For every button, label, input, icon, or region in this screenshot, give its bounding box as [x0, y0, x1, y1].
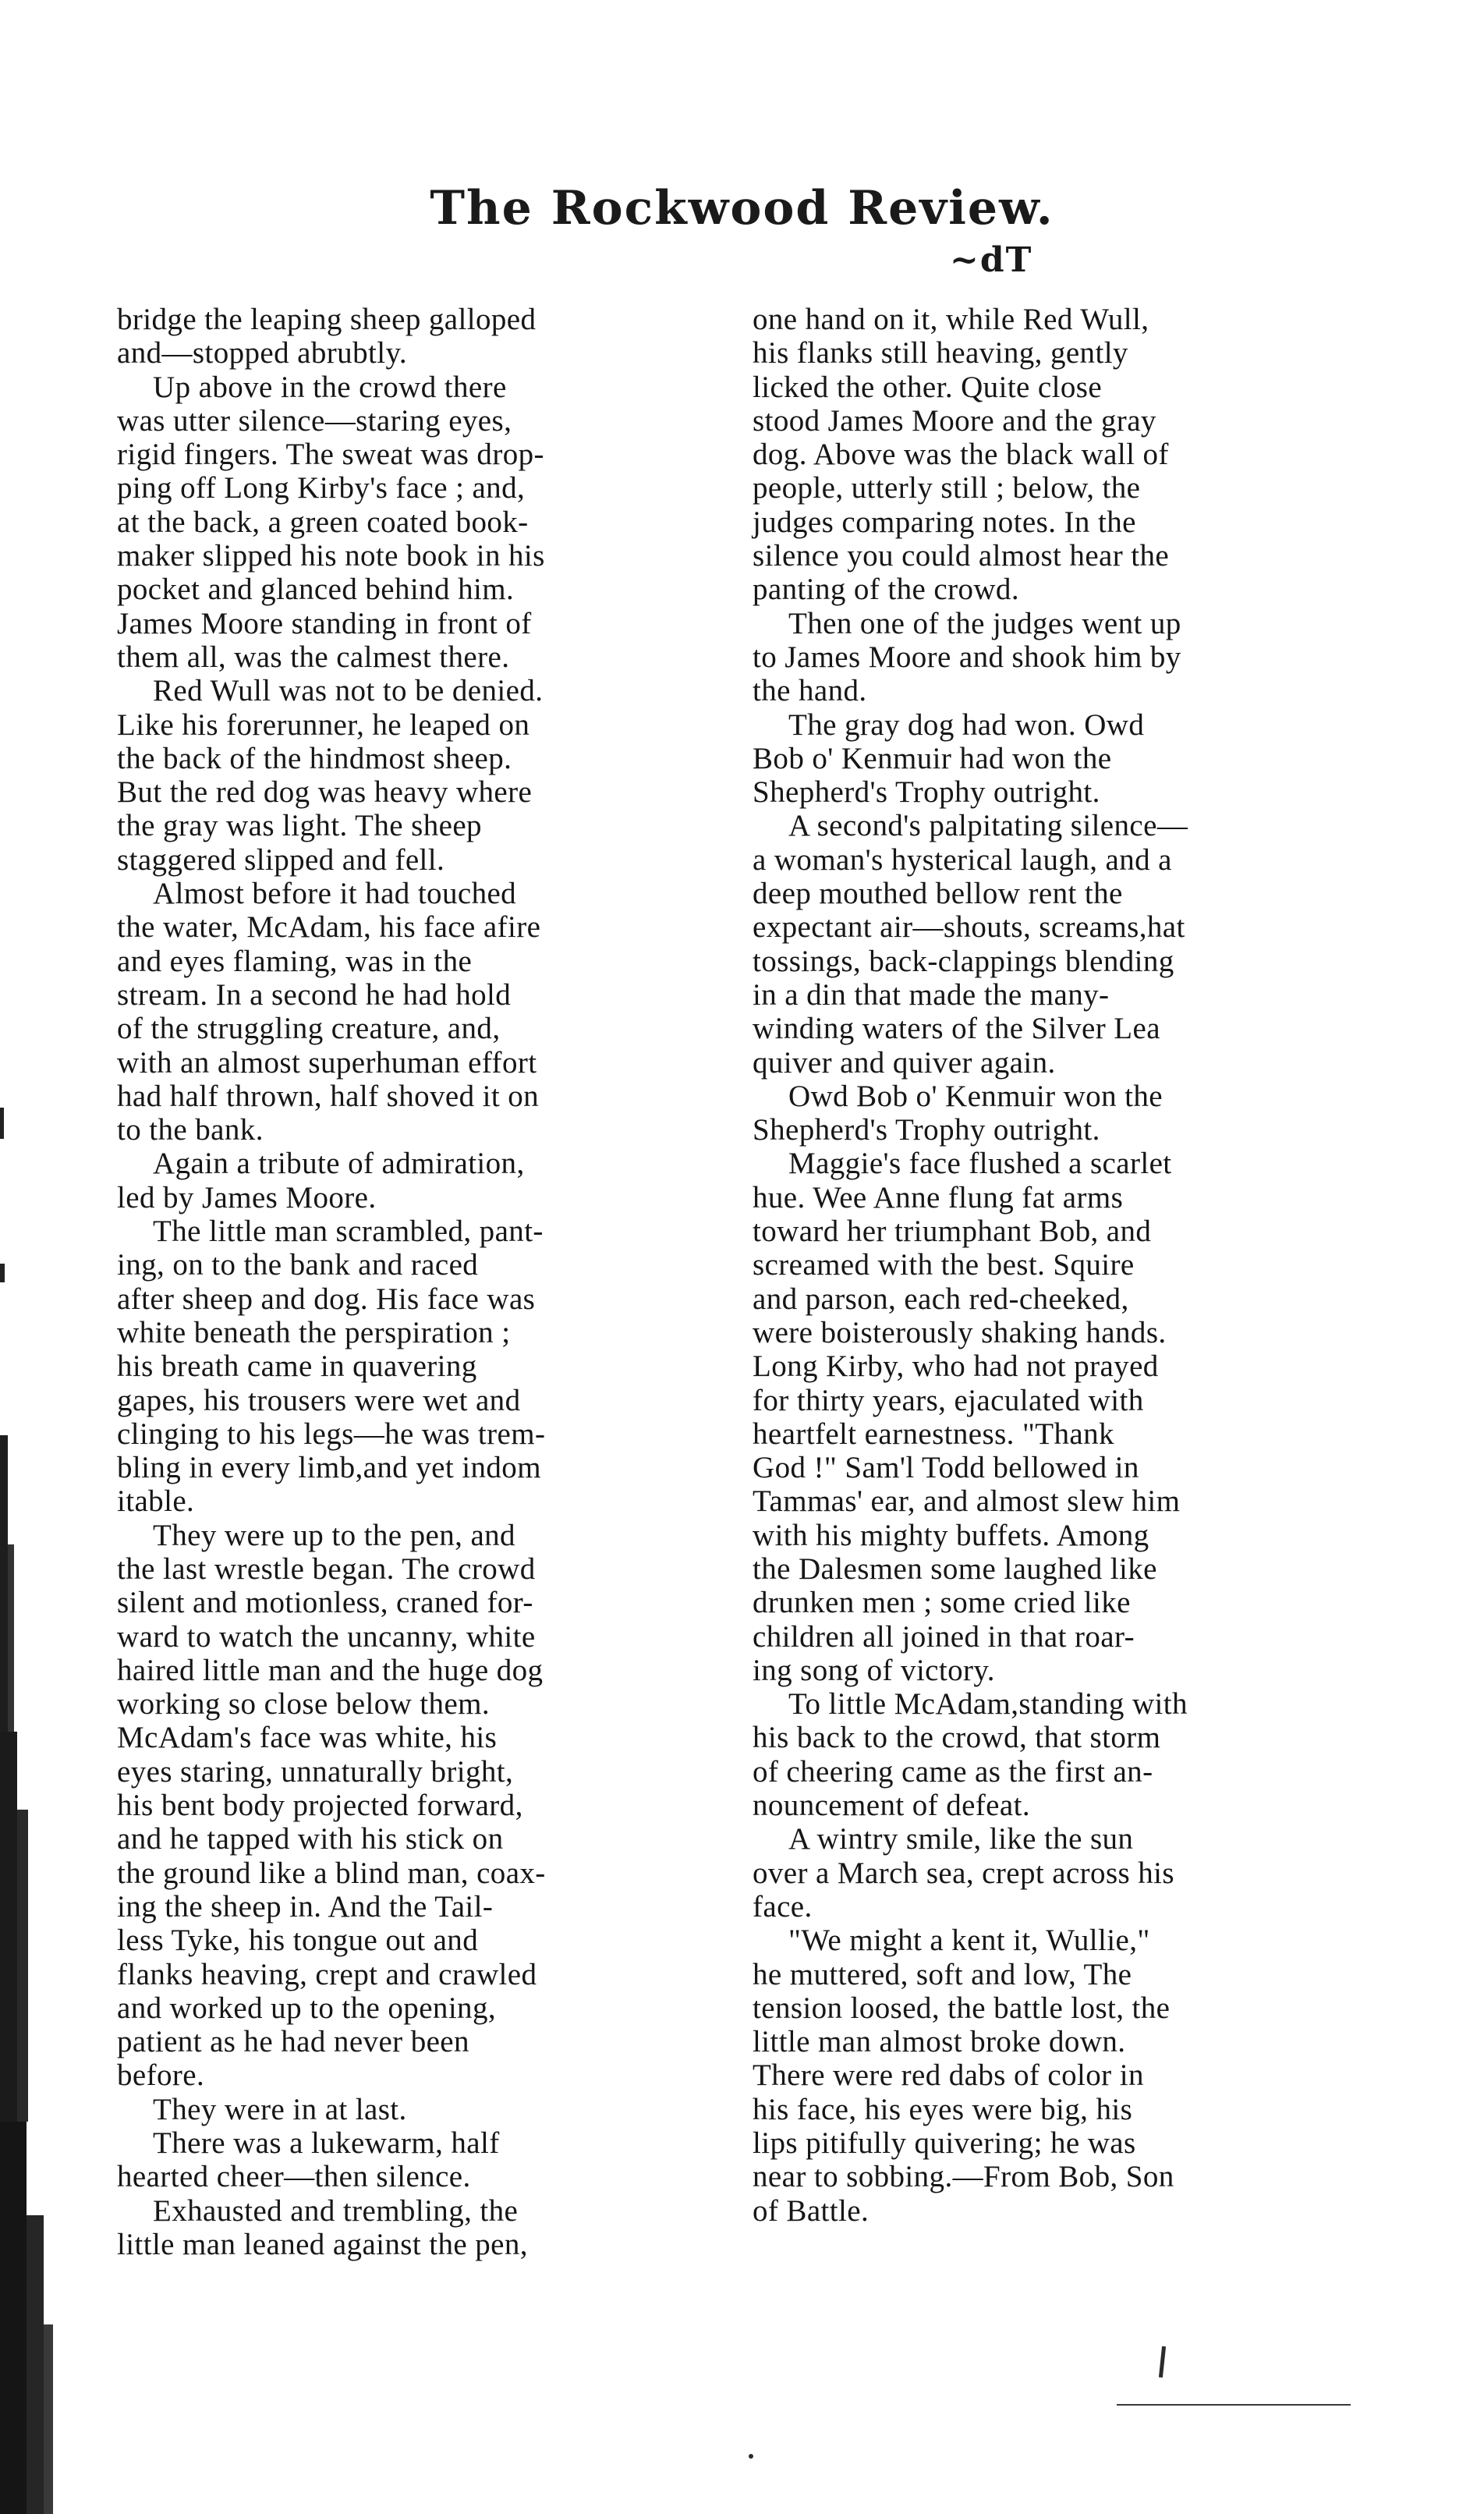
text-line: Exhausted and trembling, the [153, 2193, 519, 2228]
text-line: and eyes flaming, was in the [117, 944, 473, 978]
text-line: his back to the crowd, that storm [753, 1721, 1161, 1755]
text-line: Owd Bob o' Kenmuir won the [788, 1079, 1163, 1113]
text-line: Again a tribute of admiration, [153, 1147, 525, 1181]
text-line: hue. Wee Anne flung fat arms [753, 1180, 1124, 1214]
text-line: quiver and quiver again. [753, 1045, 1056, 1080]
text-line: A wintry smile, like the sun [788, 1822, 1134, 1856]
text-line: itable. [117, 1484, 195, 1519]
text-line: pocket and glanced behind him. [117, 573, 515, 607]
text-line: A second's palpitating silence— [788, 809, 1188, 843]
text-line: toward her triumphant Bob, and [753, 1214, 1152, 1249]
text-line: ping off Long Kirby's face ; and, [117, 471, 526, 505]
text-line: There was a lukewarm, half [153, 2126, 500, 2161]
text-line: and worked up to the opening, [117, 1991, 496, 2025]
text-line: of Battle. [753, 2193, 870, 2228]
text-line: stood James Moore and the gray [753, 403, 1156, 438]
page-folio-mark: ~dT [950, 240, 1033, 280]
paragraph [753, 708, 1331, 810]
text-line: staggered slipped and fell. [117, 842, 445, 877]
text-line: a woman's hysterical laugh, and a [753, 842, 1172, 877]
text-line: The gray dog had won. Owd [788, 707, 1145, 742]
text-line: over a March sea, crept across his [753, 1856, 1174, 1890]
paragraph [753, 809, 1331, 1079]
paragraph [753, 607, 1331, 708]
text-line: tension loosed, the battle lost, the [753, 1991, 1171, 2025]
paragraph [117, 2093, 694, 2126]
text-line: of cheering came as the first an- [753, 1754, 1153, 1789]
ink-speck [749, 2454, 753, 2459]
text-line: at the back, a green coated book- [117, 505, 529, 539]
text-line: Long Kirby, who had not prayed [753, 1349, 1159, 1384]
text-line: rigid fingers. The sweat was drop- [117, 438, 544, 472]
text-line: working so close below them. [117, 1687, 491, 1722]
text-line: Like his forerunner, he leaped on [117, 707, 530, 742]
text-line: his face, his eyes were big, his [753, 2092, 1133, 2126]
text-line: face. [753, 1889, 813, 1924]
right-text-column [753, 303, 1331, 2228]
text-line: The little man scrambled, pant- [153, 1214, 544, 1249]
text-line: There were red dabs of color in [753, 2058, 1144, 2093]
left-text-column [117, 303, 694, 2261]
text-line: panting of the crowd. [753, 573, 1019, 607]
text-line: to the bank. [117, 1113, 264, 1147]
text-line: McAdam's face was white, his [117, 1721, 498, 1755]
text-line: silent and motionless, craned for- [117, 1586, 533, 1620]
text-line: the water, McAdam, his face afire [117, 910, 541, 945]
paragraph [117, 1214, 694, 1519]
text-line: clinging to his legs—he was trem- [117, 1417, 546, 1451]
text-line: the gray was light. The sheep [117, 809, 482, 843]
text-line: God !" Sam'l Todd bellowed in [753, 1451, 1139, 1485]
text-line: judges comparing notes. In the [753, 505, 1136, 539]
paragraph [117, 1147, 694, 1214]
paragraph [753, 1080, 1331, 1147]
text-line: tossings, back-clappings blending [753, 944, 1174, 978]
text-line: one hand on it, while Red Wull, [753, 303, 1149, 336]
text-line: the last wrestle began. The crowd [117, 1551, 536, 1586]
text-line: Up above in the crowd there [153, 370, 507, 404]
text-line: To little McAdam,standing with [788, 1687, 1188, 1722]
text-line: screamed with the best. Squire [753, 1248, 1135, 1282]
text-line: his bent body projected forward, [117, 1789, 523, 1823]
text-line: James Moore standing in front of [117, 606, 532, 640]
text-line: was utter silence—staring eyes, [117, 403, 512, 438]
text-line: the back of the hindmost sheep. [117, 741, 512, 775]
text-line: with his mighty buffets. Among [753, 1518, 1149, 1552]
paragraph [753, 1822, 1331, 1924]
text-line: They were up to the pen, and [153, 1518, 515, 1552]
text-line: "We might a kent it, Wullie," [788, 1924, 1150, 1958]
text-line: after sheep and dog. His face was [117, 1282, 536, 1316]
text-line: near to sobbing.—From Bob, Son [753, 2160, 1174, 2194]
text-line: ward to watch the uncanny, white [117, 1619, 536, 1654]
text-line: white beneath the perspiration ; [117, 1315, 511, 1349]
paragraph [117, 2194, 694, 2262]
text-line: people, utterly still ; below, the [753, 471, 1141, 505]
text-line: the Dalesmen some laughed like [753, 1551, 1157, 1586]
text-line: bling in every limb,and yet indom [117, 1451, 541, 1485]
text-line: eyes staring, unnaturally bright, [117, 1754, 514, 1789]
text-line: to James Moore and shook him by [753, 640, 1181, 674]
text-line: were boisterously shaking hands. [753, 1315, 1167, 1349]
text-line: ing song of victory. [753, 1653, 995, 1687]
text-line: But the red dog was heavy where [117, 775, 533, 810]
text-line: lips pitifully quivering; he was [753, 2126, 1136, 2161]
end-rule [1117, 2404, 1351, 2406]
text-line: Shepherd's Trophy outright. [753, 775, 1100, 810]
text-line: deep mouthed bellow rent the [753, 877, 1123, 911]
text-line: bridge the leaping sheep galloped [117, 303, 537, 336]
text-line: Red Wull was not to be denied. [153, 674, 544, 708]
text-line: and parson, each red-cheeked, [753, 1282, 1129, 1316]
text-line: ing, on to the bank and raced [117, 1248, 479, 1282]
text-line: expectant air—shouts, screams,hat [753, 910, 1185, 945]
paragraph [117, 303, 694, 371]
paragraph [753, 303, 1331, 607]
text-line: his breath came in quavering [117, 1349, 477, 1384]
text-line: children all joined in that roar- [753, 1619, 1135, 1654]
text-line: the hand. [753, 674, 867, 708]
binding-shadow [0, 1108, 70, 2514]
text-line: led by James Moore. [117, 1180, 377, 1214]
text-line: dog. Above was the black wall of [753, 438, 1169, 472]
text-line: haired little man and the huge dog [117, 1653, 544, 1687]
text-line: less Tyke, his tongue out and [117, 1924, 479, 1958]
text-line: hearted cheer—then silence. [117, 2160, 471, 2194]
text-line: for thirty years, ejaculated with [753, 1383, 1144, 1417]
text-line: his flanks still heaving, gently [753, 336, 1128, 371]
text-line: Maggie's face flushed a scarlet [788, 1147, 1172, 1181]
text-line: them all, was the calmest there. [117, 640, 510, 674]
paragraph [117, 877, 694, 1147]
text-line: Shepherd's Trophy outright. [753, 1113, 1100, 1147]
text-line: flanks heaving, crept and crawled [117, 1957, 537, 1991]
masthead-title: The Rockwood Review. [430, 181, 1054, 236]
paragraph [117, 1519, 694, 2093]
text-line: patient as he had never been [117, 2025, 469, 2059]
text-line: Tammas' ear, and almost slew him [753, 1484, 1181, 1519]
text-line: Bob o' Kenmuir had won the [753, 741, 1112, 775]
text-line: gapes, his trousers were wet and [117, 1383, 521, 1417]
text-line: ing the sheep in. And the Tail- [117, 1889, 494, 1924]
text-line: winding waters of the Silver Lea [753, 1012, 1160, 1046]
text-line: and he tapped with his stick on [117, 1822, 504, 1856]
paragraph [117, 674, 694, 877]
paragraph [753, 1924, 1331, 2228]
text-line: Almost before it had touched [153, 877, 517, 911]
handwritten-stroke [1159, 2346, 1166, 2377]
text-line: had half thrown, half shoved it on [117, 1079, 540, 1113]
text-line: little man leaned against the pen, [117, 2227, 528, 2261]
paragraph [117, 2126, 694, 2194]
text-line: They were in at last. [153, 2092, 407, 2126]
text-line: nouncement of defeat. [753, 1789, 1030, 1823]
paragraph [753, 1687, 1331, 1822]
text-line: he muttered, soft and low, The [753, 1957, 1132, 1991]
paragraph [753, 1147, 1331, 1687]
paragraph [117, 371, 694, 675]
text-line: silence you could almost hear the [753, 539, 1170, 573]
text-line: before. [117, 2058, 205, 2093]
text-line: in a din that made the many- [753, 977, 1110, 1012]
text-line: with an almost superhuman effort [117, 1045, 537, 1080]
text-line: drunken men ; some cried like [753, 1586, 1131, 1620]
text-line: Then one of the judges went up [788, 606, 1181, 640]
text-line: heartfelt earnestness. "Thank [753, 1417, 1114, 1451]
text-line: the ground like a blind man, coax- [117, 1856, 546, 1890]
text-line: and—stopped abrubtly. [117, 336, 407, 371]
text-line: maker slipped his note book in his [117, 539, 545, 573]
text-line: licked the other. Quite close [753, 370, 1103, 404]
text-line: little man almost broke down. [753, 2025, 1126, 2059]
text-line: stream. In a second he had hold [117, 977, 512, 1012]
text-line: of the struggling creature, and, [117, 1012, 501, 1046]
